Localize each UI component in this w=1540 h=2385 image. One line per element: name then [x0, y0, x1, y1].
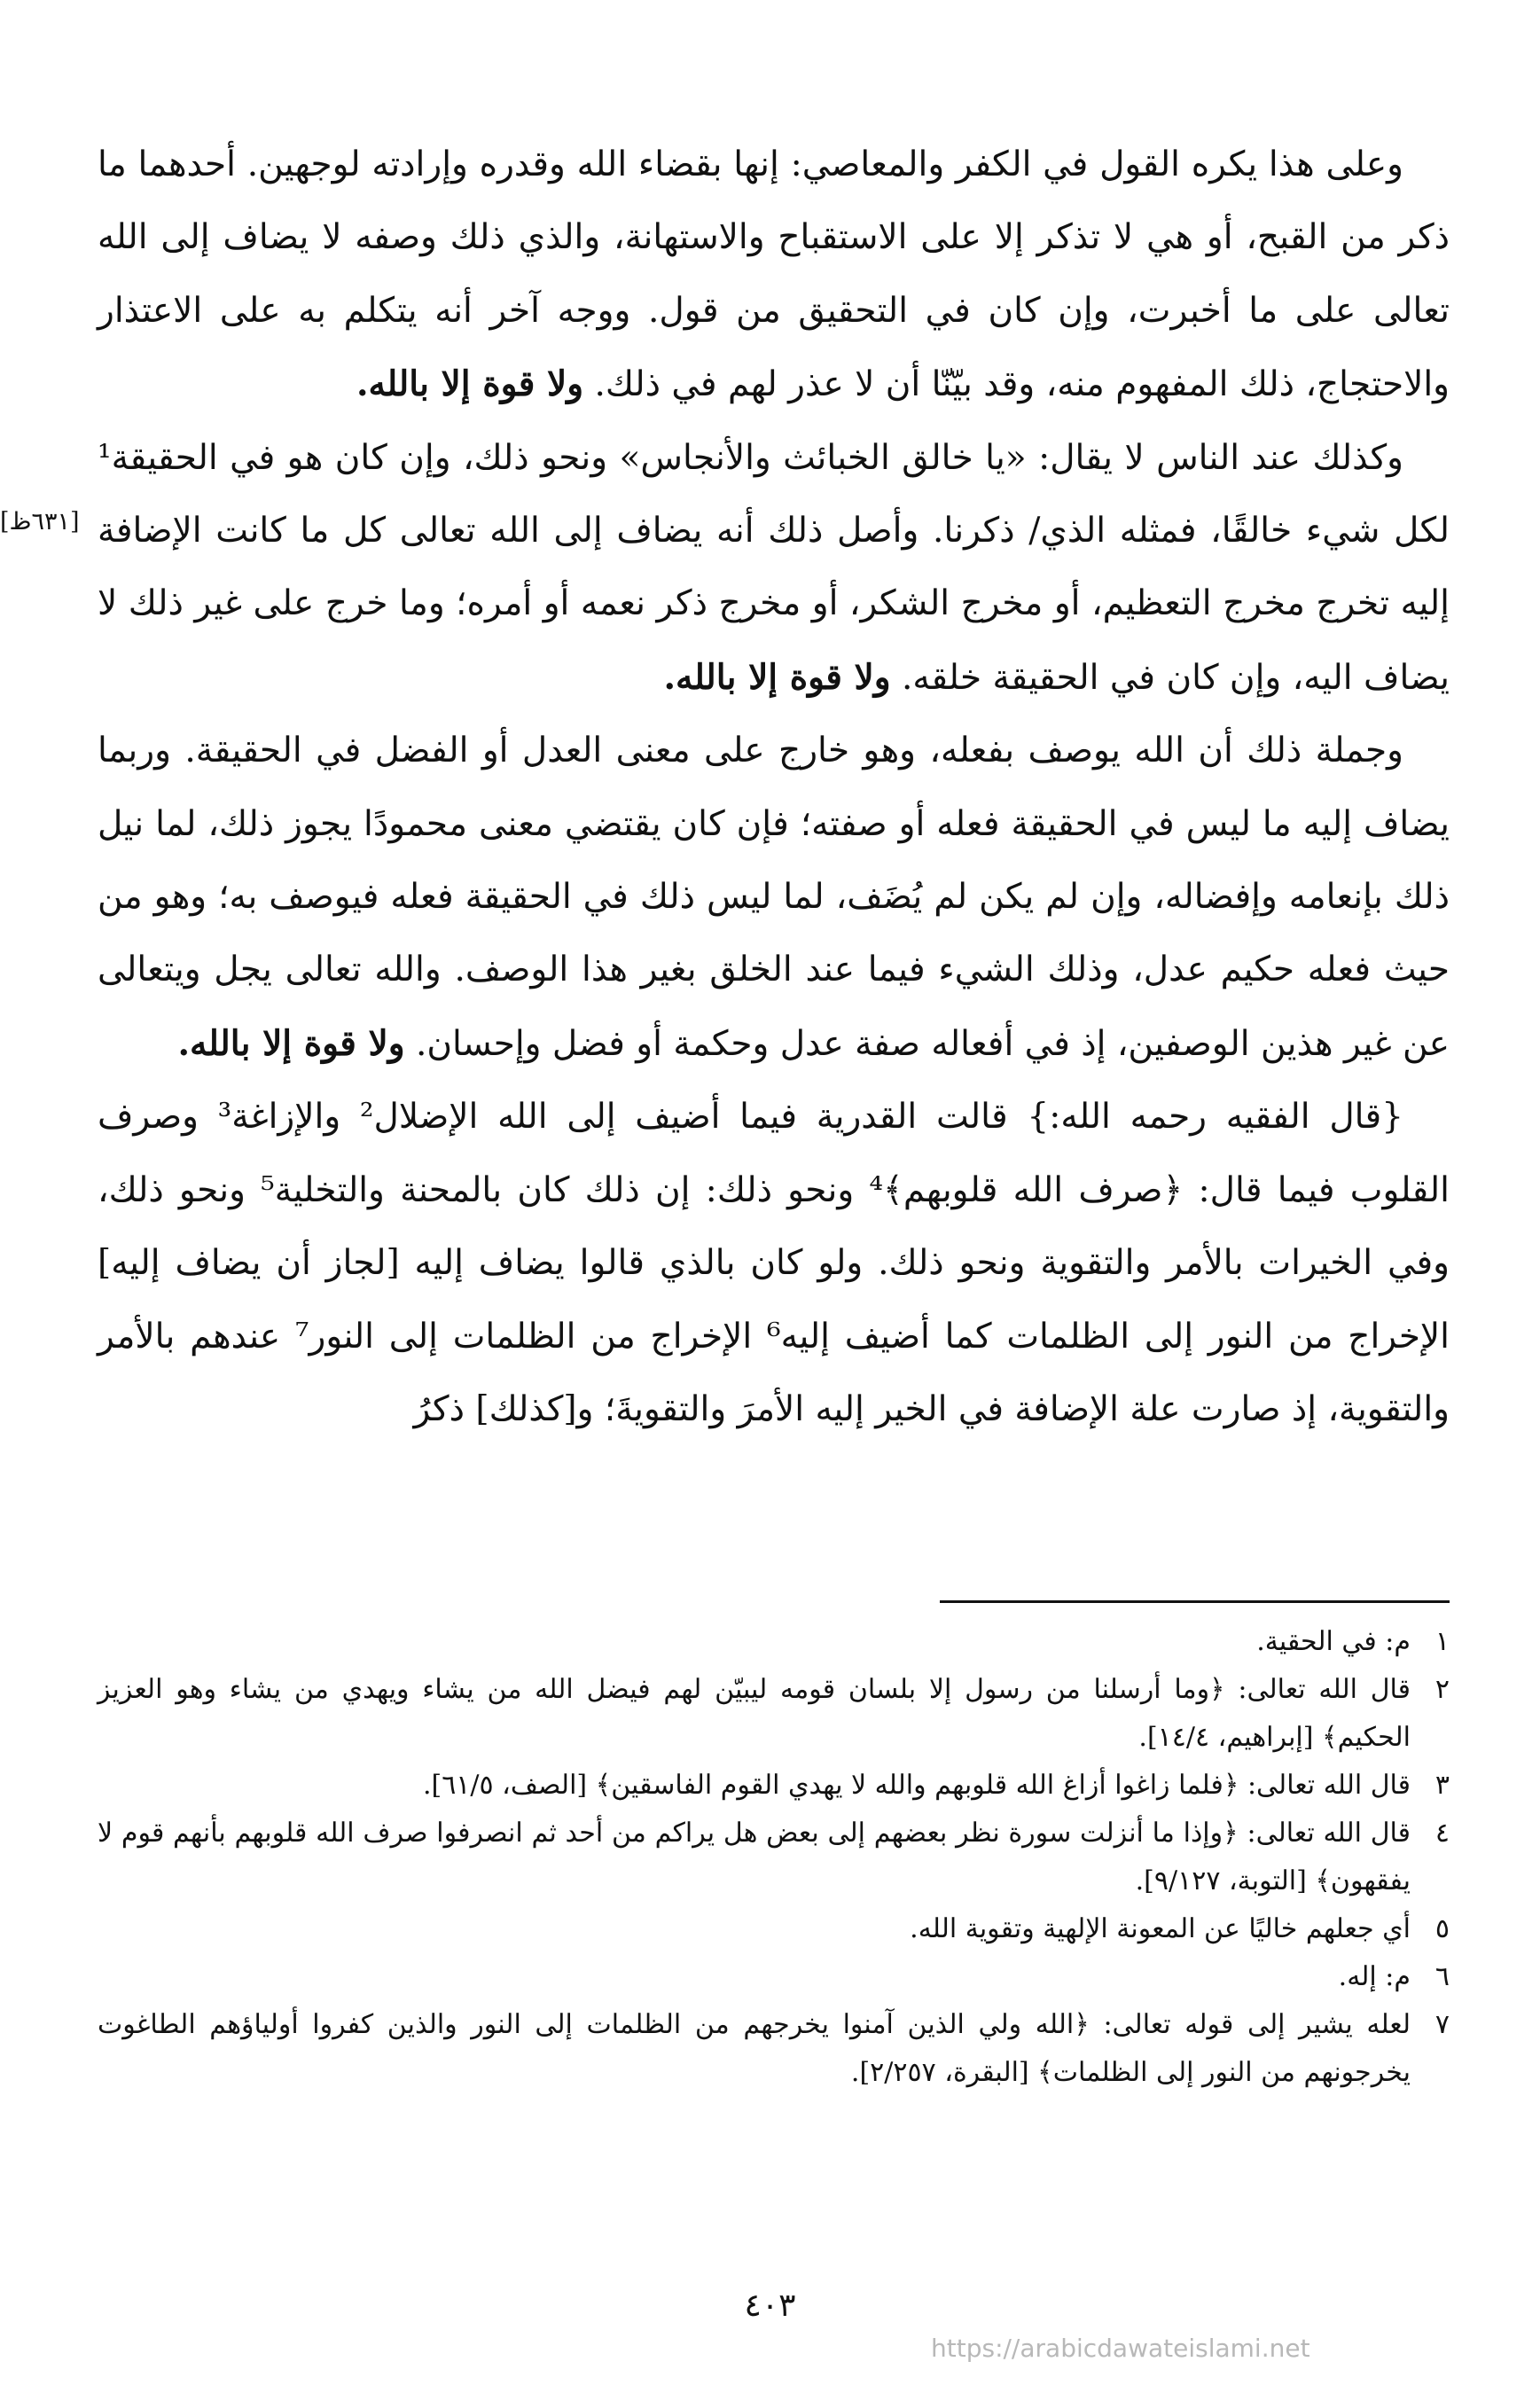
manuscript-folio-marker: [٦٣١ظ]	[0, 508, 80, 536]
paragraph-4	[98, 1081, 1450, 1446]
paragraph-3-closing: ولا قوة إلا بالله.	[177, 1022, 405, 1064]
paragraph-4-text: {قال الفقيه رحمه الله:} قالت القدرية فيما أضيف إلى الله الإضلال² والإزاغة³ وصرف القلوب فيما قال: ﴿صرف الله قلوبهم﴾⁴ ونحو ذلك: إن ذلك كان بالمحنة والتخلية⁵ ونحو ذلك، وفي الخيرات بالأمر والتقوية ونحو ذلك. ولو كان بالذي قالوا يضاف إليه [لجاز أن يضاف إليه] الإخراج من النور إلى الظلمات كما أضيف إليه⁶ الإخراج من الظلمات إلى النور⁷ عندهم بالأمر والتقوية، إذ صارت علة الإضافة في الخير إليه الأمرَ والتقويةَ؛ و[كذلك] ذكرُ	[98, 1097, 1450, 1429]
paragraph-3	[98, 715, 1450, 1081]
footnote-text: أي جعلهم خاليًا عن المعونة الإلهية وتقوية الله.	[910, 1913, 1411, 1944]
footnote-text: م: في الحقية.	[1256, 1626, 1411, 1657]
footnote-3	[98, 1762, 1450, 1810]
paragraph-2-closing: ولا قوة إلا بالله.	[663, 656, 891, 698]
footnote-number: ١	[1434, 1626, 1450, 1657]
footnote-text: م: إله.	[1338, 1961, 1411, 1992]
footnote-number: ٣	[1434, 1770, 1450, 1801]
paragraph-1	[98, 129, 1450, 422]
page-number: ٤٠٣	[744, 2287, 796, 2324]
footnote-number: ٦	[1434, 1961, 1450, 1992]
footnote-2	[98, 1666, 1450, 1762]
footnote-number: ٤	[1434, 1818, 1450, 1849]
footnote-number: ٧	[1434, 2009, 1450, 2040]
footnote-text: قال الله تعالى: ﴿وما أرسلنا من رسول إلا بلسان قومه ليبيّن لهم فيضل الله من يشاء ويهدي من يشاء وهو العزيز الحكيم﴾ [إبراهيم، ١٤/٤].	[98, 1674, 1411, 1753]
paragraph-2-text: وكذلك عند الناس لا يقال: «يا خالق الخبائث والأنجاس» ونحو ذلك، وإن كان هو في الحقيقة¹ لكل شيء خالقًا، فمثله الذي/ ذكرنا. وأصل ذلك أنه يضاف إلى الله تعالى كل ما كانت الإضافة إليه تخرج مخرج التعظيم، أو مخرج الشكر، أو مخرج ذكر نعمه أو أمره؛ وما خرج على غير ذلك لا يضاف اليه، وإن كان في الحقيقة خلقه.	[98, 437, 1450, 698]
paragraph-3-text: وجملة ذلك أن الله يوصف بفعله، وهو خارج على معنى العدل أو الفضل في الحقيقة. وربما يضاف إليه ما ليس في الحقيقة فعله أو صفته؛ فإن كان يقتضي معنى محمودًا يجوز ذلك، لما نيل ذلك بإنعامه وإفضاله، وإن لم يكن لم يُضَف، لما ليس ذلك في الحقيقة فعله فيوصف به؛ وهو من حيث فعله حكيم عدل، وذلك الشيء فيما عند الخلق بغير هذا الوصف. والله تعالى يجل ويتعالى عن غير هذين الوصفين، إذ في أفعاله صفة عدل وحكمة أو فضل وإحسان.	[98, 731, 1450, 1064]
paragraph-1-text: وعلى هذا يكره القول في الكفر والمعاصي: إنها بقضاء الله وقدره وإرادته لوجهين. أحدهما ما ذكر من القبح، أو هي لا تذكر إلا على الاستقباح والاستهانة، والذي ذلك وصفه لا يضاف إلى الله تعالى على ما أخبرت، وإن كان في التحقيق من قول. ووجه آخر أنه يتكلم به على الاعتذار والاحتجاج، ذلك المفهوم منه، وقد بيّنّا أن لا عذر لهم في ذلك.	[98, 145, 1450, 405]
footnotes	[98, 1618, 1450, 2097]
footnote-7	[98, 2001, 1450, 2097]
footnote-number: ٢	[1434, 1674, 1450, 1705]
watermark-url: https://arabicdawateislami.net	[931, 2334, 1310, 2363]
footnote-number: ٥	[1434, 1913, 1450, 1944]
footnote-5	[98, 1905, 1450, 1953]
main-text	[98, 129, 1450, 1446]
footnote-text: قال الله تعالى: ﴿وإذا ما أنزلت سورة نظر بعضهم إلى بعض هل يراكم من أحد ثم انصرفوا صرف الله قلوبهم بأنهم قوم لا يفقهون﴾ [التوبة، ٩/١٢٧].	[98, 1818, 1411, 1896]
footnote-4	[98, 1810, 1450, 1905]
footnote-1	[98, 1618, 1450, 1666]
paragraph-1-closing: ولا قوة إلا بالله.	[356, 364, 584, 405]
footnote-separator	[940, 1600, 1450, 1603]
footnote-text: لعله يشير إلى قوله تعالى: ﴿الله ولي الذين آمنوا يخرجهم من الظلمات إلى النور والذين كفروا أولياؤهم الطاغوت يخرجونهم من النور إلى الظلمات﴾ [البقرة، ٢/٢٥٧].	[98, 2009, 1411, 2088]
footnote-text: قال الله تعالى: ﴿فلما زاغوا أزاغ الله قلوبهم والله لا يهدي القوم الفاسقين﴾ [الصف، ٦١/٥].	[422, 1770, 1411, 1801]
footnote-6	[98, 1953, 1450, 2001]
paragraph-2	[98, 422, 1450, 716]
